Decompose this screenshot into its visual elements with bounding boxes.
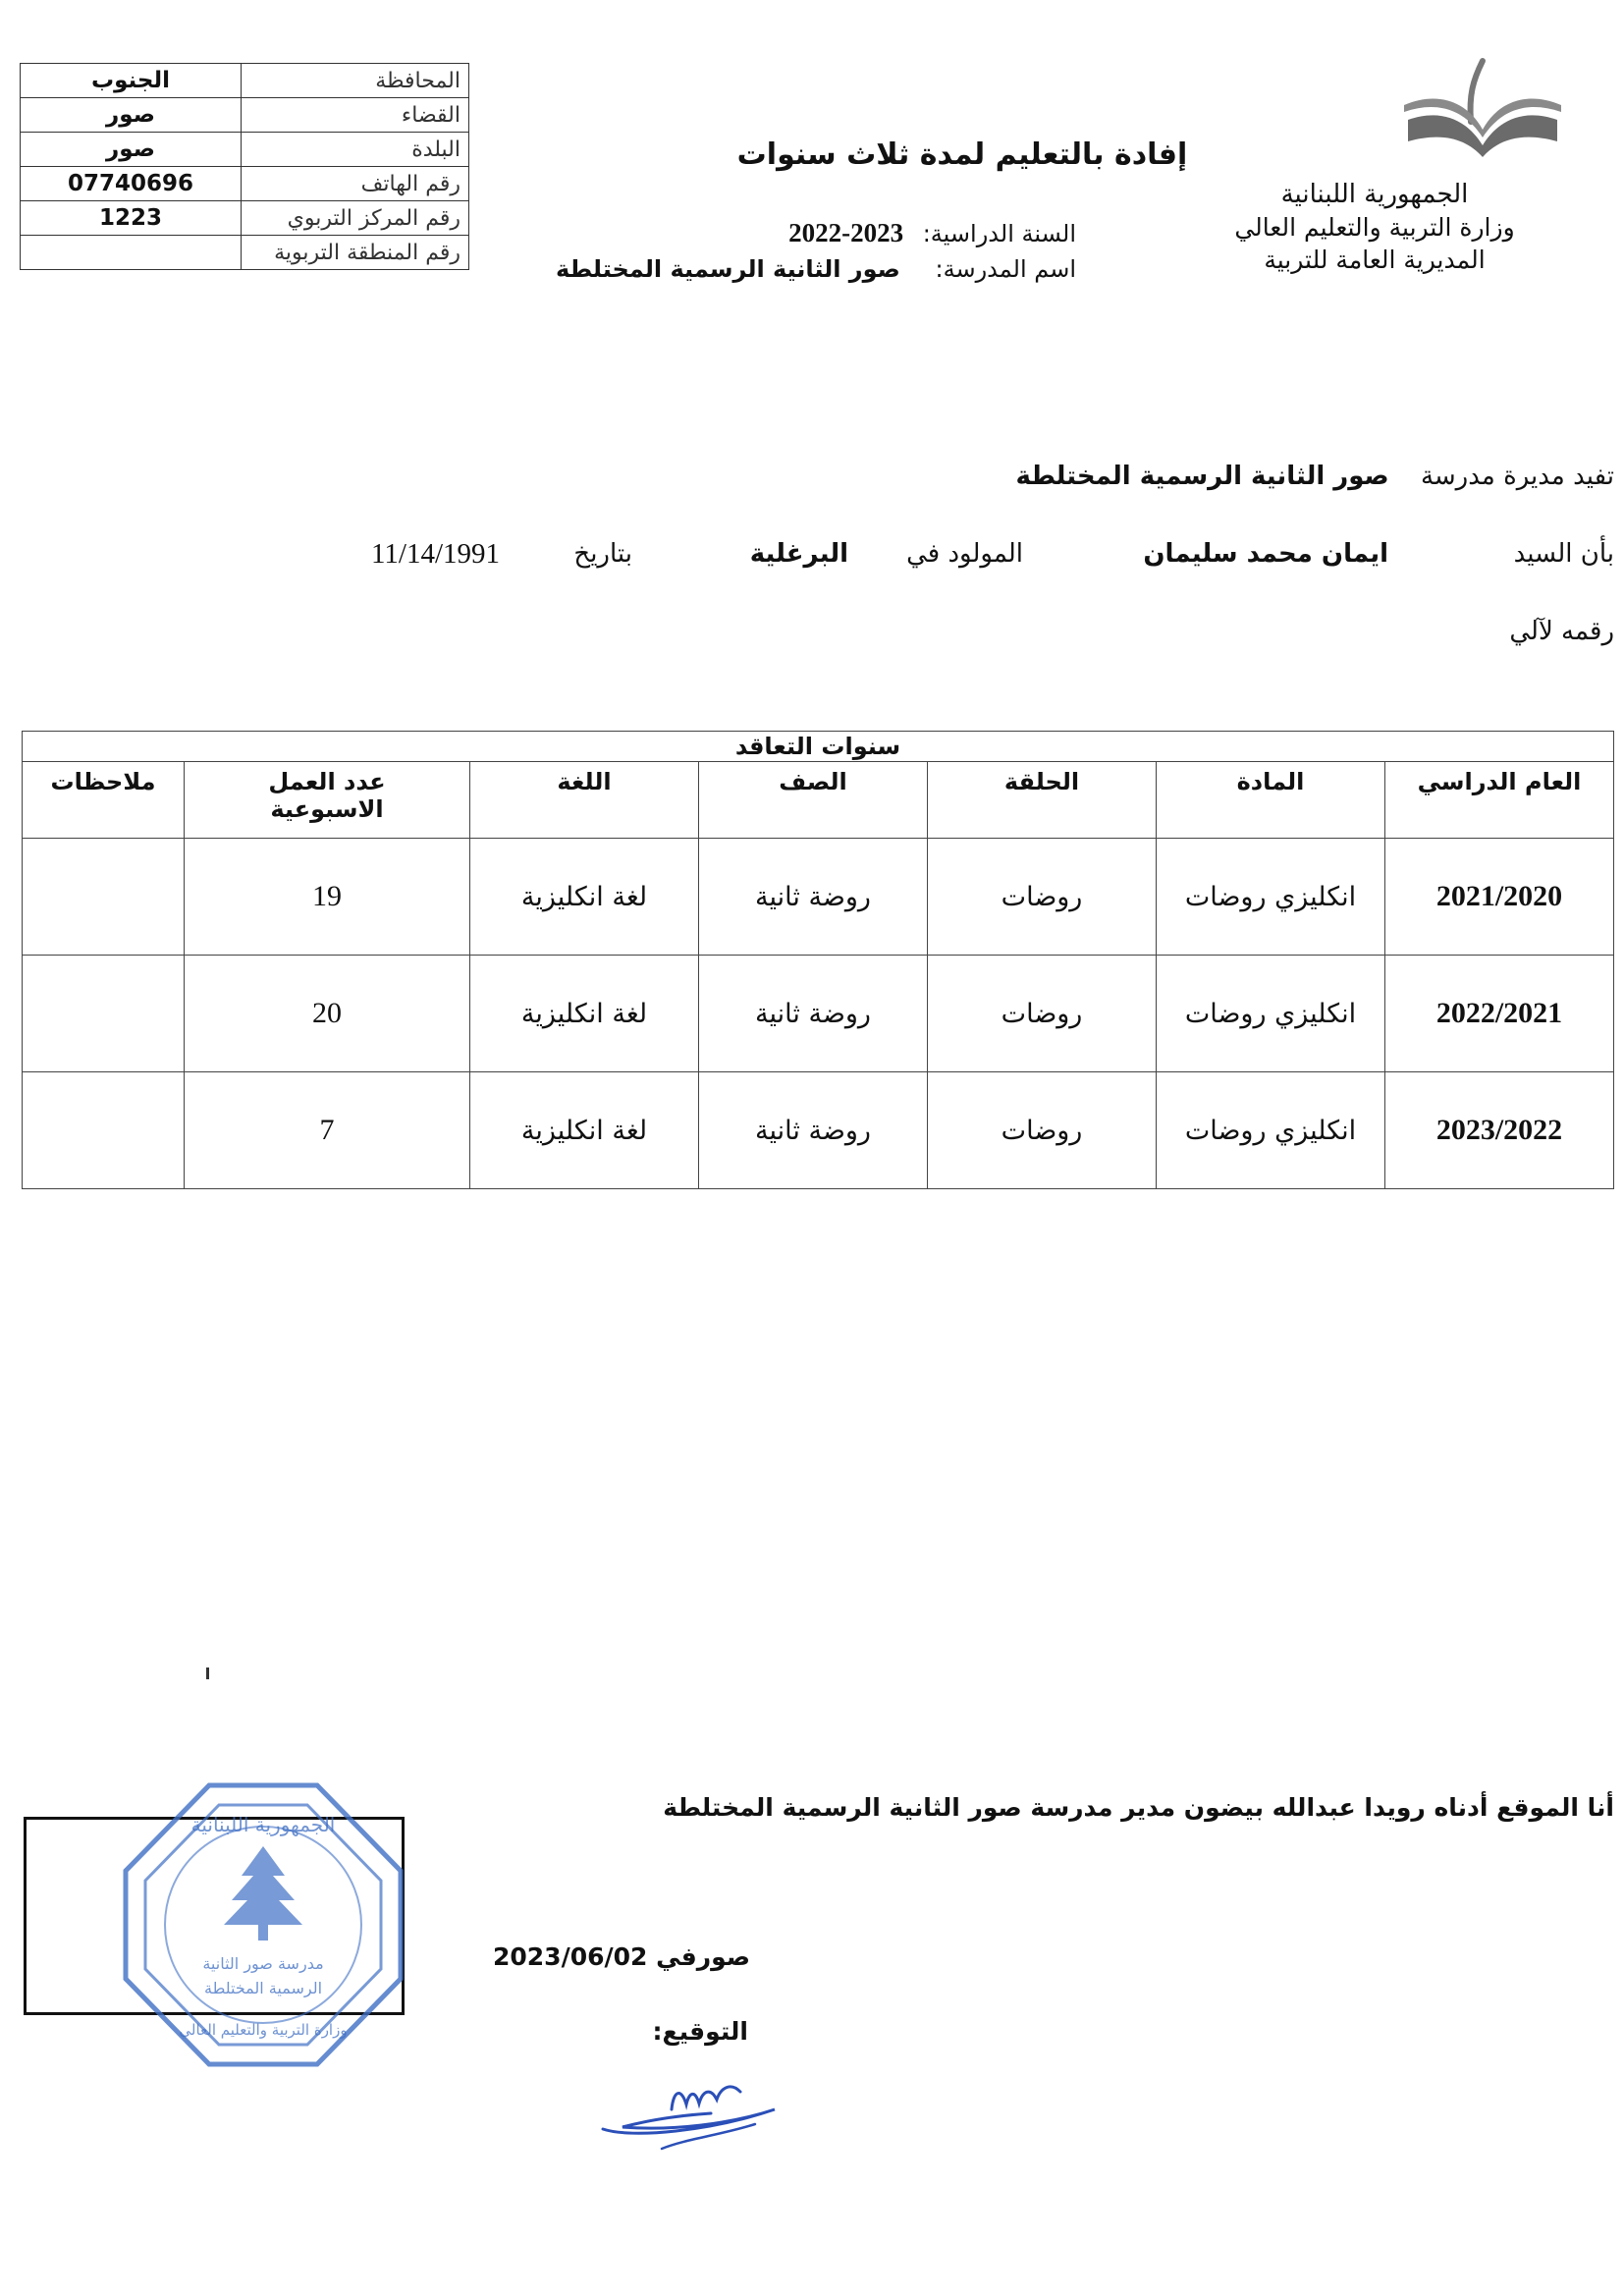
document-title: إفادة بالتعليم لمدة ثلاث سنوات xyxy=(736,137,1188,172)
cell-year: 2022/2021 xyxy=(1385,956,1614,1072)
table-row xyxy=(23,839,1614,956)
info-value: 1223 xyxy=(21,201,242,236)
info-row xyxy=(21,133,469,167)
info-label: رقم المركز التربوي xyxy=(242,201,469,236)
cell-cycle: روضات xyxy=(928,1072,1157,1189)
republic-label: الجمهورية اللبنانية xyxy=(1280,180,1469,209)
ministry-book-logo xyxy=(1394,51,1571,159)
info-row xyxy=(21,167,469,201)
school-name-value: صور الثانية الرسمية المختلطة xyxy=(555,255,900,283)
table-header-row xyxy=(23,762,1614,839)
header-class: الصف xyxy=(699,762,928,839)
school-info-box xyxy=(20,63,469,270)
info-value: 07740696 xyxy=(21,167,242,201)
cell-hours: 19 xyxy=(185,839,470,956)
info-row xyxy=(21,64,469,98)
cell-class: روضة ثانية xyxy=(699,1072,928,1189)
handwritten-signature xyxy=(593,2070,789,2159)
cell-subject: انكليزي روضات xyxy=(1157,1072,1385,1189)
born-label: المولود في xyxy=(906,539,1023,569)
info-row xyxy=(21,236,469,270)
stray-mark xyxy=(206,1667,209,1679)
info-value xyxy=(21,236,242,270)
birth-date: 11/14/1991 xyxy=(371,538,501,570)
intro-label: تفيد مديرة مدرسة xyxy=(1420,462,1614,491)
cell-cycle: روضات xyxy=(928,956,1157,1072)
school-year-label: السنة الدراسية: xyxy=(922,220,1076,247)
born-place: البرغلية xyxy=(749,539,848,569)
info-label: رقم المنطقة التربوية xyxy=(242,236,469,270)
cell-subject: انكليزي روضات xyxy=(1157,839,1385,956)
cell-class: روضة ثانية xyxy=(699,956,928,1072)
header-language: اللغة xyxy=(470,762,699,839)
cell-notes xyxy=(23,1072,185,1189)
directorate-label: المديرية العامة للتربية xyxy=(1264,246,1486,274)
table-row xyxy=(23,956,1614,1072)
cell-hours: 7 xyxy=(185,1072,470,1189)
info-label: رقم الهاتف xyxy=(242,167,469,201)
school-name-line xyxy=(556,255,1076,283)
declaration-line: أنا الموقع أدناه رويدا عبدالله بيضون مدير مدرسة صور الثانية الرسمية المختلطة xyxy=(663,1793,1614,1822)
svg-text:مدرسة صور الثانية: مدرسة صور الثانية xyxy=(202,1954,324,1973)
school-name-label: اسم المدرسة: xyxy=(935,255,1076,283)
table-row xyxy=(23,1072,1614,1189)
cell-hours: 20 xyxy=(185,956,470,1072)
school-year-line xyxy=(788,218,1076,248)
cell-notes xyxy=(23,839,185,956)
person-name: ايمان محمد سليمان xyxy=(1143,539,1388,569)
signature-label: التوقيع: xyxy=(652,2017,748,2046)
cell-subject: انكليزي روضات xyxy=(1157,956,1385,1072)
intro-school: صور الثانية الرسمية المختلطة xyxy=(1015,462,1389,491)
cell-language: لغة انكليزية xyxy=(470,839,699,956)
school-year-value: 2022-2023 xyxy=(788,218,904,247)
contract-years-table xyxy=(22,731,1614,1189)
info-value: صور xyxy=(21,98,242,133)
info-row xyxy=(21,201,469,236)
cell-cycle: روضات xyxy=(928,839,1157,956)
date-label: بتاريخ xyxy=(573,539,632,569)
cell-language: لغة انكليزية xyxy=(470,956,699,1072)
cell-year: 2023/2022 xyxy=(1385,1072,1614,1189)
svg-text:الرسمية المختلطة: الرسمية المختلطة xyxy=(203,1979,323,1997)
info-label: البلدة xyxy=(242,133,469,167)
info-row xyxy=(21,98,469,133)
official-stamp xyxy=(116,1777,410,2072)
svg-text:وزارة التربية والتعليم العالي: وزارة التربية والتعليم العالي xyxy=(179,2021,348,2039)
header-subject: المادة xyxy=(1157,762,1385,839)
cell-notes xyxy=(23,956,185,1072)
cell-class: روضة ثانية xyxy=(699,839,928,956)
info-value: الجنوب xyxy=(21,64,242,98)
ministry-header xyxy=(1168,179,1581,276)
info-label: المحافظة xyxy=(242,64,469,98)
header-notes: ملاحظات xyxy=(23,762,185,839)
header-year: العام الدراسي xyxy=(1385,762,1614,839)
id-label: رقمه لآلي xyxy=(1509,617,1614,646)
header-cycle: الحلقة xyxy=(928,762,1157,839)
table-caption: سنوات التعاقد xyxy=(23,732,1614,762)
place-date: صورفي 2023/06/02 xyxy=(492,1942,750,1971)
person-label: بأن السيد xyxy=(1513,539,1614,569)
intro-line xyxy=(1016,462,1614,491)
info-label: القضاء xyxy=(242,98,469,133)
ministry-label: وزارة التربية والتعليم العالي xyxy=(1234,213,1515,242)
svg-text:الجمهورية اللبنانية: الجمهورية اللبنانية xyxy=(190,1813,336,1836)
cell-language: لغة انكليزية xyxy=(470,1072,699,1189)
header-weekly-hours: عدد العمل الاسبوعية xyxy=(185,762,470,839)
info-value: صور xyxy=(21,133,242,167)
cell-year: 2021/2020 xyxy=(1385,839,1614,956)
